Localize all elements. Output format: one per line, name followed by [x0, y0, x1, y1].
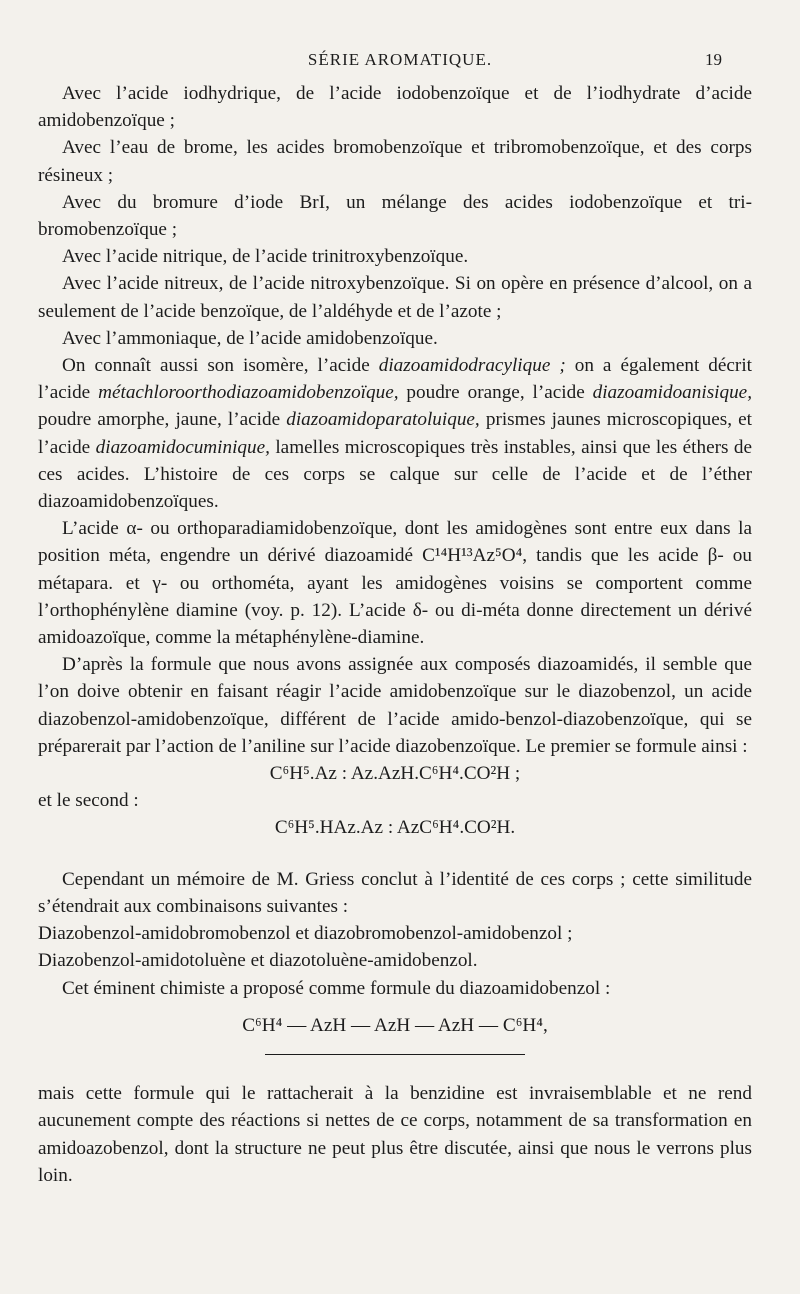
paragraph: mais cette formule qui le rattacherait à la benzidine est invraisemblable et ne rend aucunement compte des réactions si nettes de ce corps, notamment de sa transformation en amidoazobenzol, dont la structure ne peut plus être discutée, ainsi que nous le verrons plus loin.: [38, 1083, 752, 1186]
compound-name: diazoamidoanisique,: [592, 382, 752, 404]
text-run: on a également décrit l’acide: [38, 355, 752, 404]
text-run: prismes jaunes microscopiques, et l’acide: [38, 409, 753, 458]
paragraph: Avec l’acide nitrique, de l’acide trinitroxybenzoïque.: [62, 246, 469, 268]
compound-name: diazoamidoparatoluique,: [286, 409, 480, 431]
text-run: On connaît aussi son isomère, l’acide: [62, 355, 379, 377]
paragraph: Avec l’eau de brome, les acides bromobenzoïque et tribromobenzoïque, et des corps résineux ;: [38, 137, 752, 186]
formula-3-text: C⁶H⁴ — AzH — AzH — AzH — C⁶H⁴,: [242, 1014, 548, 1036]
compound-name: diazoamidocuminique,: [95, 436, 270, 458]
text-run: poudre amorphe, jaune, l’acide: [38, 409, 287, 431]
paragraph: Avec du bromure d’iode BrI, un mélange des acides iodobenzoïque et tri-bromobenzoïque ;: [38, 191, 752, 241]
paragraph: Avec l’acide iodhydrique, de l’acide iodobenzoïque et de l’iodhydrate d’acide amidobenzoïque ;: [38, 83, 752, 132]
paragraph: [38, 352, 752, 515]
paragraph: Avec l’acide nitreux, de l’acide nitroxybenzoïque. Si on opère en présence d’alcool, on a seulement de l’acide benzoïque, de l’aldéhyde et de l’azote ;: [38, 273, 752, 322]
body-text: [38, 80, 752, 1189]
paragraph: [38, 515, 752, 651]
text-run: L’acide α- ou orthoparadiamidobenzoïque, dont les amidogènes sont entre eux dans la position méta, engendre un dérivé diazoamidé: [38, 518, 752, 567]
paragraph: Avec l’ammoniaque, de l’acide amidobenzoïque.: [62, 327, 438, 349]
paragraph: Diazobenzol-amidotoluène et diazotoluène-amidobenzol.: [38, 950, 478, 972]
running-header: [0, 50, 800, 80]
paragraph: D’après la formule que nous avons assignée aux composés diazoamidés, il semble que l’on doive obtenir en faisant réagir l’acide amidobenzoïque sur le diazobenzol, un acide diazobenzol-amidobenzoïque, différent de l’acide amido-benzol-diazobenzoïque, qui se préparerait par l’action de l’aniline sur l’acide diazobenzoïque. Le premier se formule ainsi :: [38, 654, 752, 757]
text-run: , tandis que les acide β- ou métapara. et γ- ou orthométa, ayant les amidogènes voisins se comportent comme l’orthophénylène diamine (voy. p. 12). L’acide δ- ou di-méta donne directement un dérivé amidoazoïque, comme la métaphénylène-diamine.: [38, 545, 752, 649]
formula-3: [38, 1012, 752, 1066]
compound-name: métachloroorthodiazoamidobenzoïque,: [98, 382, 399, 404]
formula-2: C⁶H⁵.HAz.Az : AzC⁶H⁴.CO²H.: [274, 817, 516, 839]
text-run: poudre orange, l’acide: [398, 382, 593, 404]
formula-bracket: [265, 1048, 525, 1055]
compound-name: diazoamidodracylique ;: [378, 355, 566, 377]
text-run: lamelles microscopiques très instables, ainsi que les éthers de ces acides. L’histoire de ces corps se calque sur celle de l’acide et de l’éther diazoamidobenzoïques.: [38, 436, 752, 513]
paragraph: Diazobenzol-amidobromobenzol et diazobromobenzol-amidobenzol ;: [38, 923, 573, 945]
paragraph: Cet éminent chimiste a proposé comme formule du diazoamidobenzol :: [62, 977, 611, 999]
chemical-formula: C¹⁴H¹³Az⁵O⁴: [422, 545, 523, 567]
formula-1: C⁶H⁵.Az : Az.AzH.C⁶H⁴.CO²H ;: [269, 763, 521, 785]
page-number: 19: [705, 50, 722, 69]
paragraph: Cependant un mémoire de M. Griess conclut à l’identité de ces corps ; cette similitude s’étendrait aux combinaisons suivantes :: [38, 868, 752, 917]
paragraph: et le second :: [38, 790, 139, 812]
header-title: SÉRIE AROMATIQUE.: [307, 50, 493, 69]
